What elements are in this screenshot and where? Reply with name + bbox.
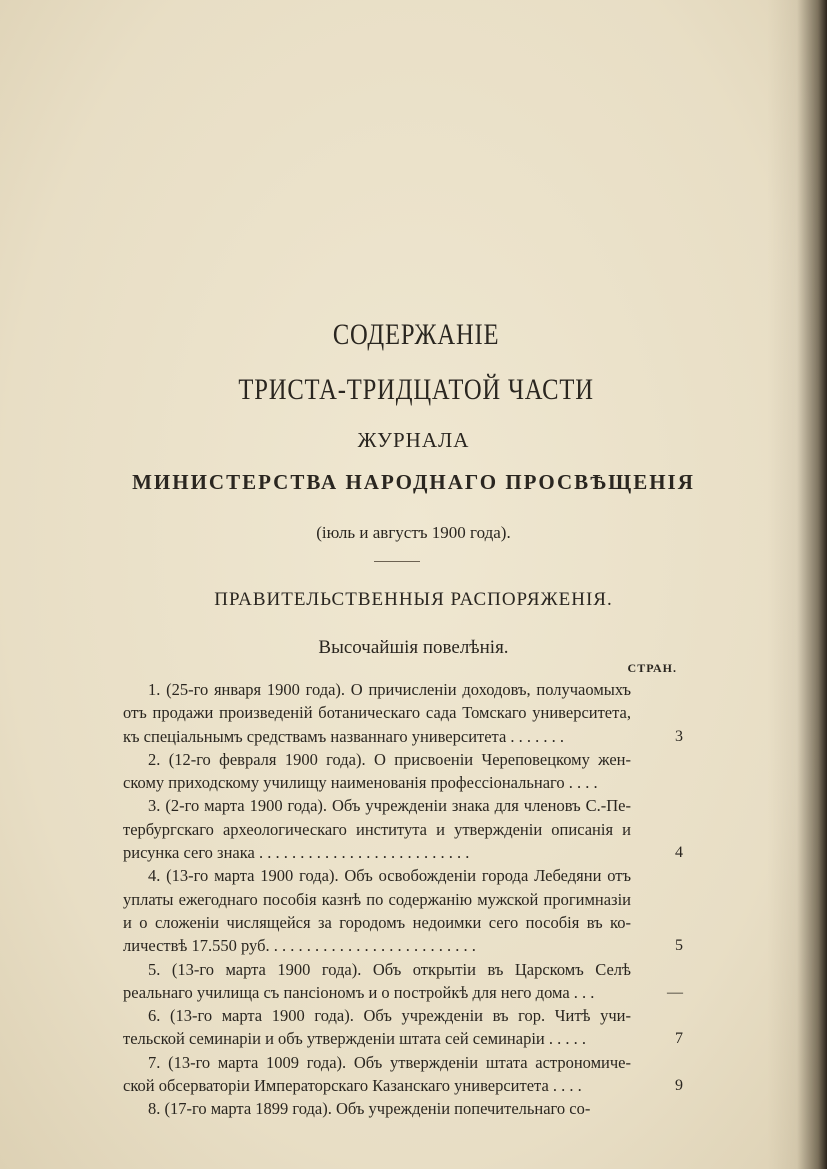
toc-page-number: 5	[675, 937, 683, 955]
issue-dates: (іюль и августъ 1900 года).	[316, 523, 511, 542]
toc-page-number: 9	[675, 1077, 683, 1095]
toc-entry	[123, 1004, 683, 1051]
toc-entry-line: 3. (2-го марта 1900 года). Объ учрежденіи знака для членовъ С.-Пе-	[148, 796, 631, 816]
toc-entry-line: отъ продажи произведеній ботаническаго сада Томскаго университета,	[123, 703, 631, 723]
journal-heading: ЖУРНАЛА	[357, 428, 470, 452]
toc-entry	[123, 864, 683, 957]
toc-entry-line: 2. (12-го февраля 1900 года). О присвоеніи Череповецкому жен-	[148, 749, 631, 769]
toc-entry	[123, 1097, 683, 1120]
toc-entry-line: 8. (17-го марта 1899 года). Объ учрежденіи попечительнаго со-	[148, 1099, 591, 1119]
toc-entry	[123, 1051, 683, 1098]
toc-entry-line: скому приходскому училищу наименованія профессіональнаго . . . .	[123, 773, 598, 793]
table-of-contents	[123, 678, 683, 1121]
toc-entry	[123, 748, 683, 795]
toc-entry-line: 4. (13-го марта 1900 года). Объ освобожденіи города Лебедяни отъ	[148, 866, 631, 886]
part-subtitle: ТРИСТА-ТРИДЦАТОЙ ЧАСТИ	[238, 373, 594, 406]
toc-entry-line: къ спеціальнымъ средствамъ названнаго университета . . . . . . .	[123, 726, 565, 746]
toc-page-number: 7	[675, 1030, 683, 1048]
toc-entry-line: тербургскаго археологическаго института и утвержденіи описанія и	[123, 819, 631, 839]
toc-entry-line: личествѣ 17.550 руб. . . . . . . . . . . . . . . . . . . . . . . . . .	[123, 936, 476, 956]
toc-entry-line: 6. (13-го марта 1900 года). Объ учрежденіи въ гор. Читѣ учи-	[148, 1006, 631, 1026]
section-title: ПРАВИТЕЛЬСТВЕННЫЯ РАСПОРЯЖЕНІЯ.	[214, 589, 613, 610]
toc-page-number: 4	[675, 844, 683, 862]
toc-entry-line: тельской семинаріи и объ утвержденіи штата сей семинаріи . . . . .	[123, 1029, 586, 1049]
toc-entry	[123, 958, 683, 1005]
toc-entry-line: 1. (25-го января 1900 года). О причисленіи доходовъ, получаомыхъ	[148, 680, 631, 699]
book-spine-shadow	[767, 0, 827, 1169]
toc-page-number: 3	[675, 727, 683, 745]
toc-entry-line: 5. (13-го марта 1900 года). Объ открытіи въ Царскомъ Селѣ	[148, 959, 631, 979]
toc-page-number: —	[667, 983, 683, 1001]
ministry-heading: МИНИСТЕРСТВА НАРОДНАГО ПРОСВѢЩЕНІЯ	[132, 470, 695, 494]
toc-entry	[123, 794, 683, 864]
section-subtitle: Высочайшія повелѣнія.	[318, 637, 509, 658]
toc-entry	[123, 678, 683, 748]
toc-entry-line: реальнаго училища съ пансіономъ и о постройкѣ для него дома . . .	[123, 982, 595, 1002]
toc-entry-line: и о сложеніи числящейся за городомъ недоимки сего пособія въ ко-	[123, 912, 631, 932]
toc-entry-line: ской обсерваторіи Императорскаго Казанскаго университета . . . .	[123, 1076, 582, 1096]
divider-rule	[374, 561, 420, 562]
contents-title: СОДЕРЖАНІЕ	[332, 318, 500, 351]
toc-entry-line: 7. (13-го марта 1009 года). Объ утвержденіи штата астрономиче-	[148, 1052, 631, 1072]
page-column-label: СТРАН.	[627, 661, 677, 675]
toc-entry-line: рисунка сего знака . . . . . . . . . . . . . . . . . . . . . . . . . .	[123, 843, 470, 863]
toc-entry-line: уплаты ежегоднаго пособія казнѣ по содержанію мужской прогимназіи	[123, 889, 631, 909]
